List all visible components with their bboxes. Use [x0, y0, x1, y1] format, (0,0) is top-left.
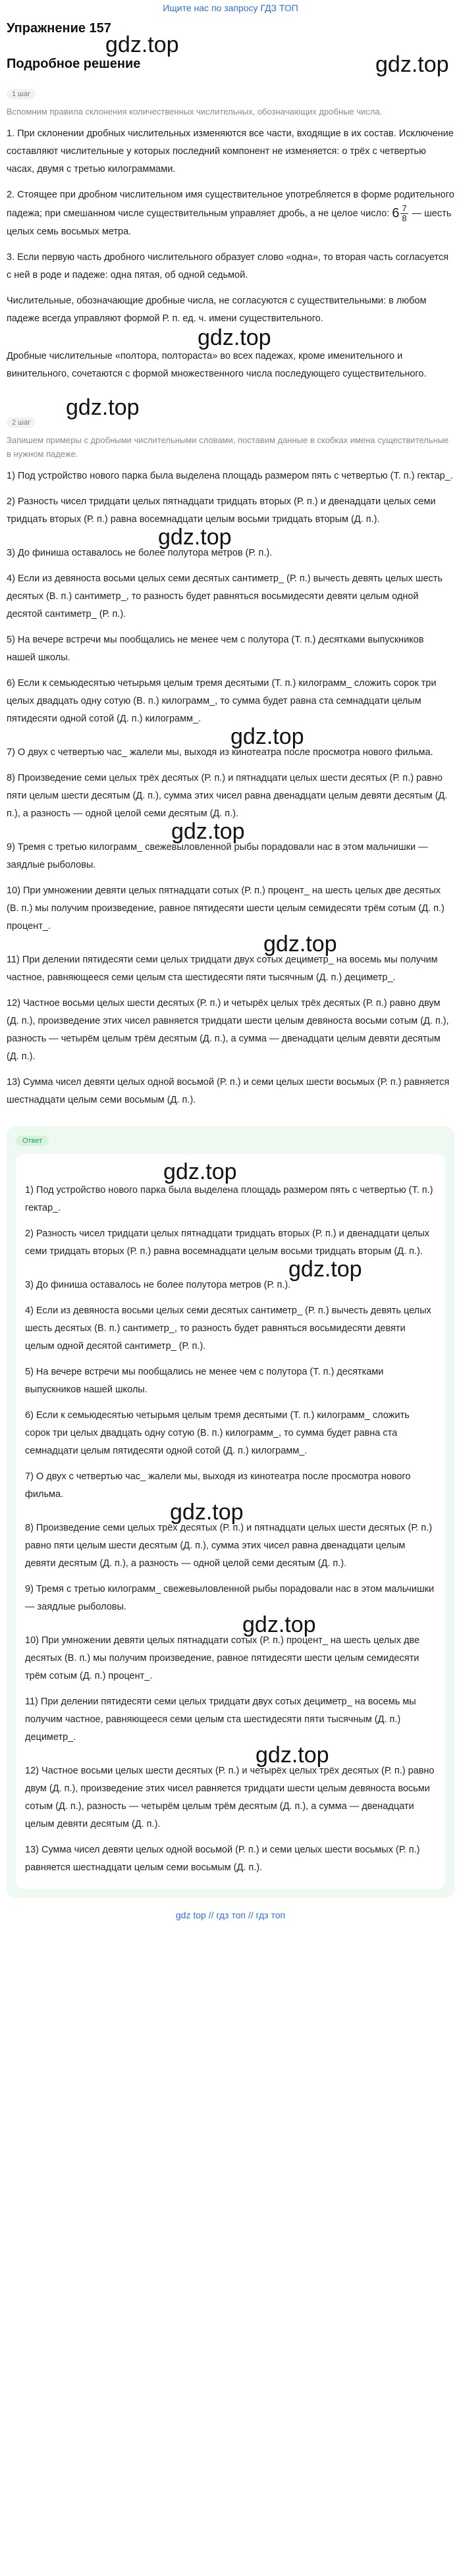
rule-text: 1. При склонении дробных числительных изменяются все части, входящие в их состав. Исключение составляют числительные у которых последний компонент не изменяется: о трёх с четвертью часах, двумя с третью килограммами. [7, 128, 454, 174]
fraction-numerator: 7 [402, 203, 407, 213]
rule-text: Числительные, обозначающие дробные числа, не согласуются с существительными: в любом падеже всегда управляют формой Р. п. ед. ч. имени существительного. [7, 296, 427, 324]
step-badge: 1 шаг [7, 89, 36, 99]
list-item: 12) Частное восьми целых шести десятых (Р. п.) и четырёх целых трёх десятых (Р. п.) равно двум (Д. п.), произведение этих чисел равняется тридцати шести целым девяноста восьми сотым (Д. п.), разность — четырём целым трём десятым (Д. п.), а сумма — двенадцати целым девяти десятым (Д. п.). [7, 998, 449, 1062]
fraction-denominator: 8 [402, 213, 407, 223]
list-item: 7) О двух с четвертью час_ жалели мы, выходя из кинотеатра после просмотра нового фильма. [25, 1471, 411, 1500]
list-item: 5) На вечере встречи мы пообщались не менее чем с полутора (Т. п.) десятками выпускников нашей школы. [7, 635, 424, 663]
answer-block [7, 1126, 454, 1898]
list-item: 2) Разность чисел тридцати целых пятнадцати тридцать вторых (Р. п.) и двенадцати целых семи тридцать вторых (Р. п.) равна восемнадцати целым восьми тридцать вторым (Д. п.). [25, 1228, 430, 1257]
list-item: 11) При делении пятидесяти семи целых тридцати двух сотых дециметр_ на восемь мы получим частное, равняющееся семи целым ста шестидесяти пяти тысячным (Д. п.) дециметр_. [25, 1696, 416, 1743]
list-item: 13) Сумма чисел девяти целых одной восьмой (Р. п.) и семи целых шести восьмых (Р. п.) равняется шестнадцати целым семи восьмым (Д. п.). [7, 1077, 450, 1105]
rule-text-part: — шесть целых семь восьмых метра. [7, 208, 452, 237]
list-item: 3) До финиша оставалось не более полутора метров (Р. п.). [25, 1280, 291, 1290]
watermark: gdz.top [242, 1612, 316, 1637]
footer-links[interactable]: gdz top // гдз топ // гдз топ [175, 1910, 286, 1920]
list-item: 8) Произведение семи целых трёх десятых (Р. п.) и пятнадцати целых шести десятых (Р. п.) равно пяти целым шести десятым (Д. п.), сумма этих чисел равна двенадцати целым девяти десятым (Д. п.), а разность — одной целой семи десятым (Д. п.). [7, 773, 448, 819]
answer-card [16, 1154, 445, 1889]
watermark: gdz.top [375, 52, 449, 77]
step2-list [7, 467, 454, 1109]
list-item: 12) Частное восьми целых шести десятых (Р. п.) и четырёх целых трёх десятых (Р. п.) равно двум (Д. п.), произведение этих чисел равняется тридцати шести целым девяноста восьми сотым (Д. п.), разность — четырём целым трём десятым (Д. п.), а сумма — двенадцати целым девяти десятым (Д. п.). [25, 1766, 435, 1829]
list-item: 1) Под устройство нового парка была выделена площадь размером пять с четвертью (Т. п.) гектар_. [7, 471, 453, 481]
list-item: 9) Тремя с третью килограмм_ свежевыловленной рыбы порадовали нас в этом мальчишки — заядлые рыболовы. [25, 1584, 435, 1612]
step-intro: Вспомним правила склонения количественных числительных, обозначающих дробные числа. [7, 107, 383, 117]
fraction [400, 204, 408, 223]
list-item: 6) Если к семьюдесятью четырьмя целым тремя десятыми (Т. п.) килограмм_ сложить сорок три целых двадцать одну сотую (В. п.) килограмм_, то сумма будет равна ста семнадцати целым пятидесяти одной сотой (Д. п.) килограмм_. [7, 678, 437, 724]
list-item: 1) Под устройство нового парка была выделена площадь размером пять с четвертью (Т. п.) гектар_. [25, 1185, 433, 1213]
watermark: gdz.top [256, 1743, 329, 1768]
watermark: gdz.top [230, 724, 304, 749]
page-title: Упражнение 157 [7, 21, 111, 36]
rule-text [7, 186, 454, 241]
watermark: gdz.top [171, 819, 245, 844]
rule-text: Дробные числительные «полтора, полтораста» во всех падежах, кроме именительного и винительного, сочетаются с формой множественного числа последующего существительного. [7, 351, 427, 379]
watermark: gdz.top [198, 325, 271, 350]
list-item: 5) На вечере встречи мы пообщались не менее чем с полутора (Т. п.) десятками выпускников нашей школы. [25, 1367, 384, 1395]
answer-list [25, 1182, 436, 1877]
list-item: 4) Если из девяноста восьми целых семи десятых сантиметр_ (Р. п.) вычесть девять целых шесть десятых (В. п.) сантиметр_, то разность будет равняться восьмидесяти девяти целым одной десятой сантиметр_ (Р. п.). [25, 1305, 431, 1352]
watermark: gdz.top [163, 1159, 237, 1184]
list-item: 10) При умножении девяти целых пятнадцати сотых (Р. п.) процент_ на шесть целых две десятых (В. п.) мы получим произведение, равное пятидесяти шести целым семидесяти трём сотым (Д. п.) процент_. [25, 1635, 420, 1681]
content [0, 21, 461, 1920]
list-item: 6) Если к семьюдесятью четырьмя целым тремя десятыми (Т. п.) килограмм_ сложить сорок три целых двадцать одну сотую (В. п.) килограмм_, то сумма будет равна ста семнадцати целым пятидесяти одной сотой (Д. п.) килограмм_. [25, 1410, 410, 1456]
watermark: gdz.top [158, 525, 232, 550]
watermark: gdz.top [288, 1257, 362, 1282]
list-item: 2) Разность чисел тридцати целых пятнадцати тридцать вторых (Р. п.) и двенадцати целых семи тридцать вторых (Р. п.) равна восемнадцати целым восьми тридцать вторым (Д. п.). [7, 496, 436, 525]
subtitle: Подробное решение [7, 57, 141, 71]
list-item: 8) Произведение семи целых трёх десятых (Р. п.) и пятнадцати целых шести десятых (Р. п.) равно пяти целым шести десятым (Д. п.), сумма этих чисел равна двенадцати целым девяти десятым (Д. п.), а разность — одной целой семи десятым (Д. п.). [25, 1523, 433, 1569]
list-item: 7) О двух с четвертью час_ жалели мы, выходя из кинотеатра после просмотра нового фильма. [7, 747, 433, 758]
list-item: 9) Тремя с третью килограмм_ свежевыловленной рыбы порадовали нас в этом мальчишки — заядлые рыболовы. [7, 842, 428, 870]
list-item: 4) Если из девяноста восьми целых семи десятых сантиметр_ (Р. п.) вычесть девять целых шесть десятых (В. п.) сантиметр_, то разность будет равняться восьмидесяти девяти целым одной десятой сантиметр_ (Р. п.). [7, 573, 443, 619]
watermark: gdz.top [263, 932, 337, 957]
list-item: 3) До финиша оставалось не более полутора метров (Р. п.). [7, 548, 273, 558]
watermark: gdz.top [66, 395, 140, 420]
rule-text: 3. Если первую часть дробного числительного образует слово «одна», то вторая часть согласуется с ней в роде и падеже: одна пятая, об одной седьмой. [7, 252, 449, 280]
watermark: gdz.top [105, 32, 179, 57]
step-intro: Запишем примеры с дробными числительными словами, поставим данные в скобках имена существительные в нужном падеже. [7, 435, 449, 459]
answer-badge: Ответ [16, 1136, 49, 1146]
top-banner[interactable]: Ищите нас по запросу ГДЗ ТОП [163, 3, 298, 13]
list-item: 11) При делении пятидесяти семи целых тридцати двух сотых дециметр_ на восемь мы получим частное, равняющееся семи целым ста шестидесяти пяти тысячным (Д. п.) дециметр_. [7, 955, 438, 983]
step-badge: 2 шаг [7, 417, 36, 428]
fraction-whole: 6 [392, 206, 400, 221]
rule-text-part: 2. Стоящее при дробном числительном имя существительное употребляется в форме родительного падежа; при смешанном числе существительным управляет дробь, а не целое число: [7, 190, 454, 219]
watermark: gdz.top [170, 1500, 244, 1525]
list-item: 10) При умножении девяти целых пятнадцати сотых (Р. п.) процент_ на шесть целых две десятых (В. п.) мы получим произведение, равное пятидесяти шести целым семидесяти трём сотым (Д. п.) процент_. [7, 885, 445, 932]
list-item: 13) Сумма чисел девяти целых одной восьмой (Р. п.) и семи целых шести восьмых (Р. п.) равняется шестнадцати целым семи восьмым (Д. п.). [25, 1845, 420, 1873]
